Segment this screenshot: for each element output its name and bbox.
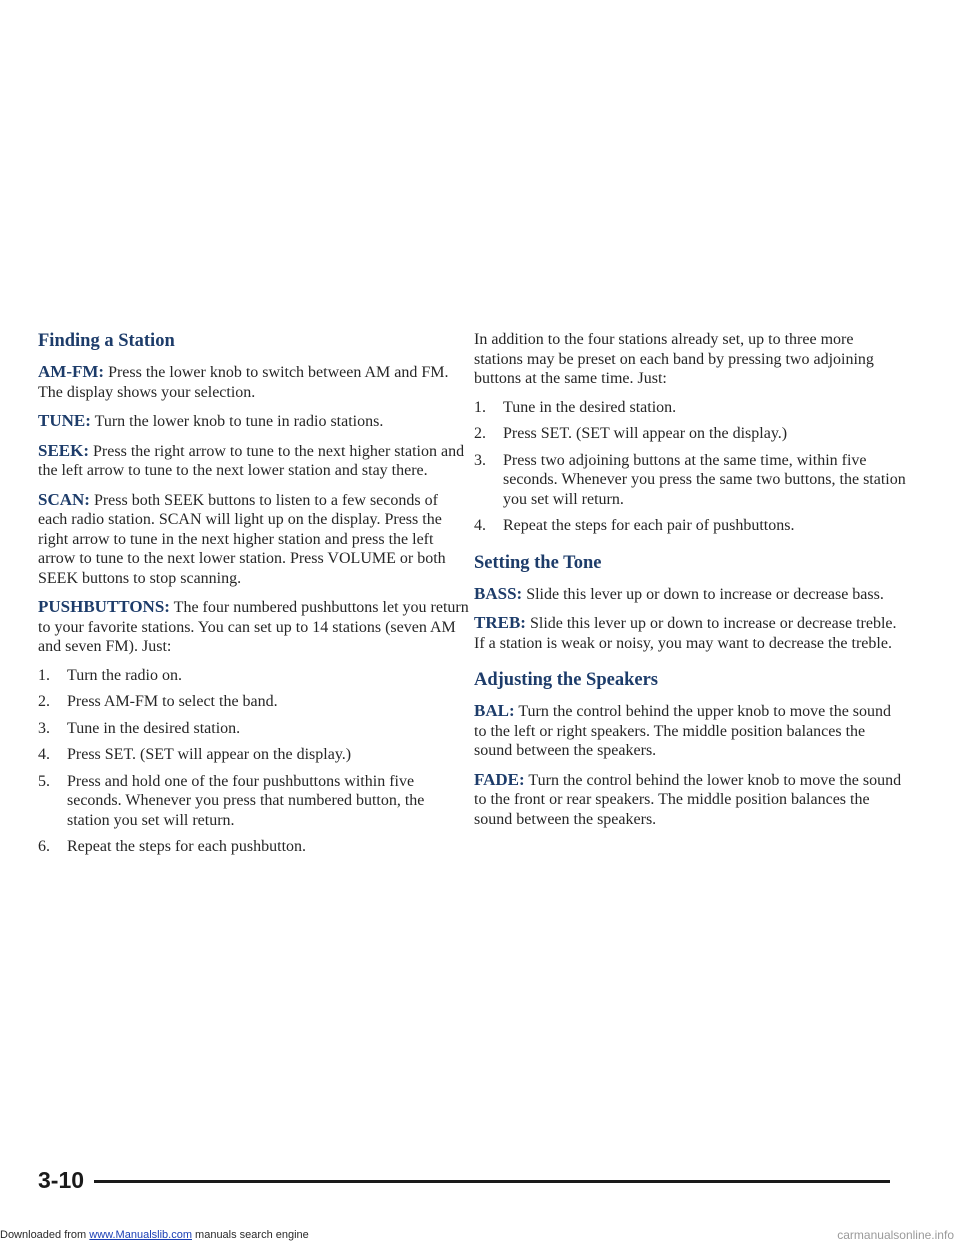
fade-paragraph [474, 770, 906, 830]
source-prefix: Downloaded from [0, 1229, 90, 1241]
list-item [474, 451, 906, 510]
step-text: Repeat the steps for each pushbutton. [67, 838, 307, 855]
pushbutton-steps-list [38, 666, 470, 857]
am-fm-paragraph [38, 362, 470, 402]
scan-paragraph [38, 490, 470, 589]
right-column [474, 330, 906, 838]
step-number: 5. [38, 772, 50, 790]
pushbuttons-text: The four numbered pushbuttons let you return to your favorite stations. You can set up to 14 stations (seven AM and seven FM). Just: [38, 599, 469, 655]
setting-the-tone-heading: Setting the Tone [474, 552, 602, 573]
step-text: Turn the radio on. [67, 666, 182, 684]
step-text: Tune in the desired station. [67, 719, 241, 737]
step-number: 3. [38, 719, 50, 737]
fade-text: Turn the control behind the lower knob to move the sound to the front or rear speakers. The middle position balances the sound between the speakers. [474, 771, 902, 828]
scan-term: SCAN: [38, 489, 90, 509]
list-item [474, 424, 906, 444]
step-text: Press SET. (SET will appear on the display.) [503, 425, 788, 442]
list-item [38, 666, 470, 686]
bal-term: BAL: [474, 701, 515, 720]
finding-a-station-heading: Finding a Station [38, 331, 175, 351]
step-number: 1. [38, 666, 50, 684]
bal-paragraph [474, 701, 906, 761]
treb-paragraph [474, 613, 906, 653]
list-item [474, 516, 906, 536]
list-item [38, 837, 470, 857]
source-suffix: manuals search engine [191, 1229, 309, 1241]
bass-term: BASS: [474, 583, 523, 603]
step-number: 2. [38, 693, 50, 710]
step-number: 1. [474, 398, 486, 416]
seek-paragraph [38, 441, 470, 481]
step-number: 3. [474, 451, 486, 469]
preset-intro-paragraph: In addition to the four stations already set, up to three more stations may be preset on each band by pressing two adjoining buttons at the same time. Just: [474, 331, 874, 387]
tune-paragraph [38, 411, 470, 432]
tune-term: TUNE: [38, 411, 91, 430]
step-text: Press AM-FM to select the band. [67, 693, 278, 710]
step-text: Press two adjoining buttons at the same time, within five seconds. Whenever you press the same two buttons, the station you set will return. [503, 451, 906, 508]
bal-text: Turn the control behind the upper knob to move the sound to the left or right speakers. The middle position balances the sound between the speakers. [474, 703, 892, 759]
step-text: Press SET. (SET will appear on the display.) [67, 746, 352, 763]
pushbuttons-paragraph [38, 597, 470, 657]
scan-text: Press both SEEK buttons to listen to a few seconds of each radio station. SCAN will light up on the display. Press the right arrow to tune in the next higher station and press the left arrow to tune to the next lower station. Press VOLUME or both SEEK buttons to stop scanning. [38, 491, 446, 587]
bass-text: Slide this lever up or down to increase or decrease bass. [522, 585, 884, 603]
step-number: 2. [474, 425, 486, 442]
page-number: 3-10 [38, 1167, 85, 1193]
manualslib-link[interactable]: www.Manualslib.com [89, 1229, 192, 1241]
footer-rule [94, 1180, 890, 1183]
step-number: 6. [38, 838, 50, 855]
watermark-text: carmanualsonline.info [837, 1228, 954, 1242]
preset-steps-list [474, 398, 906, 536]
download-source-line [0, 1228, 960, 1242]
fade-term: FADE: [474, 769, 525, 789]
tune-text: Turn the lower knob to tune in radio stations. [90, 413, 384, 430]
list-item [474, 398, 906, 418]
adjusting-the-speakers-heading: Adjusting the Speakers [474, 670, 658, 690]
list-item [38, 692, 470, 712]
step-text: Repeat the steps for each pair of pushbuttons. [503, 517, 795, 534]
step-text: Tune in the desired station. [503, 398, 677, 416]
seek-text: Press the right arrow to tune to the next higher station and the left arrow to tune to the next lower station and stay there. [38, 442, 465, 479]
treb-text: Slide this lever up or down to increase or decrease treble. If a station is weak or noisy, you may want to decrease the treble. [474, 615, 897, 652]
step-number: 4. [38, 746, 50, 763]
am-fm-text: Press the lower knob to switch between AM and FM. The display shows your selection. [38, 364, 449, 401]
left-column [38, 330, 470, 864]
bass-paragraph [474, 584, 906, 605]
list-item [38, 745, 470, 765]
list-item [38, 772, 470, 831]
step-text: Press and hold one of the four pushbuttons within five seconds. Whenever you press that numbered button, the station you set will return. [67, 772, 425, 829]
step-number: 4. [474, 517, 486, 534]
treb-term: TREB: [474, 613, 526, 632]
list-item [38, 719, 470, 739]
seek-term: SEEK: [38, 440, 90, 460]
am-fm-term: AM-FM: [38, 362, 105, 381]
pushbuttons-term: PUSHBUTTONS: [38, 597, 170, 616]
